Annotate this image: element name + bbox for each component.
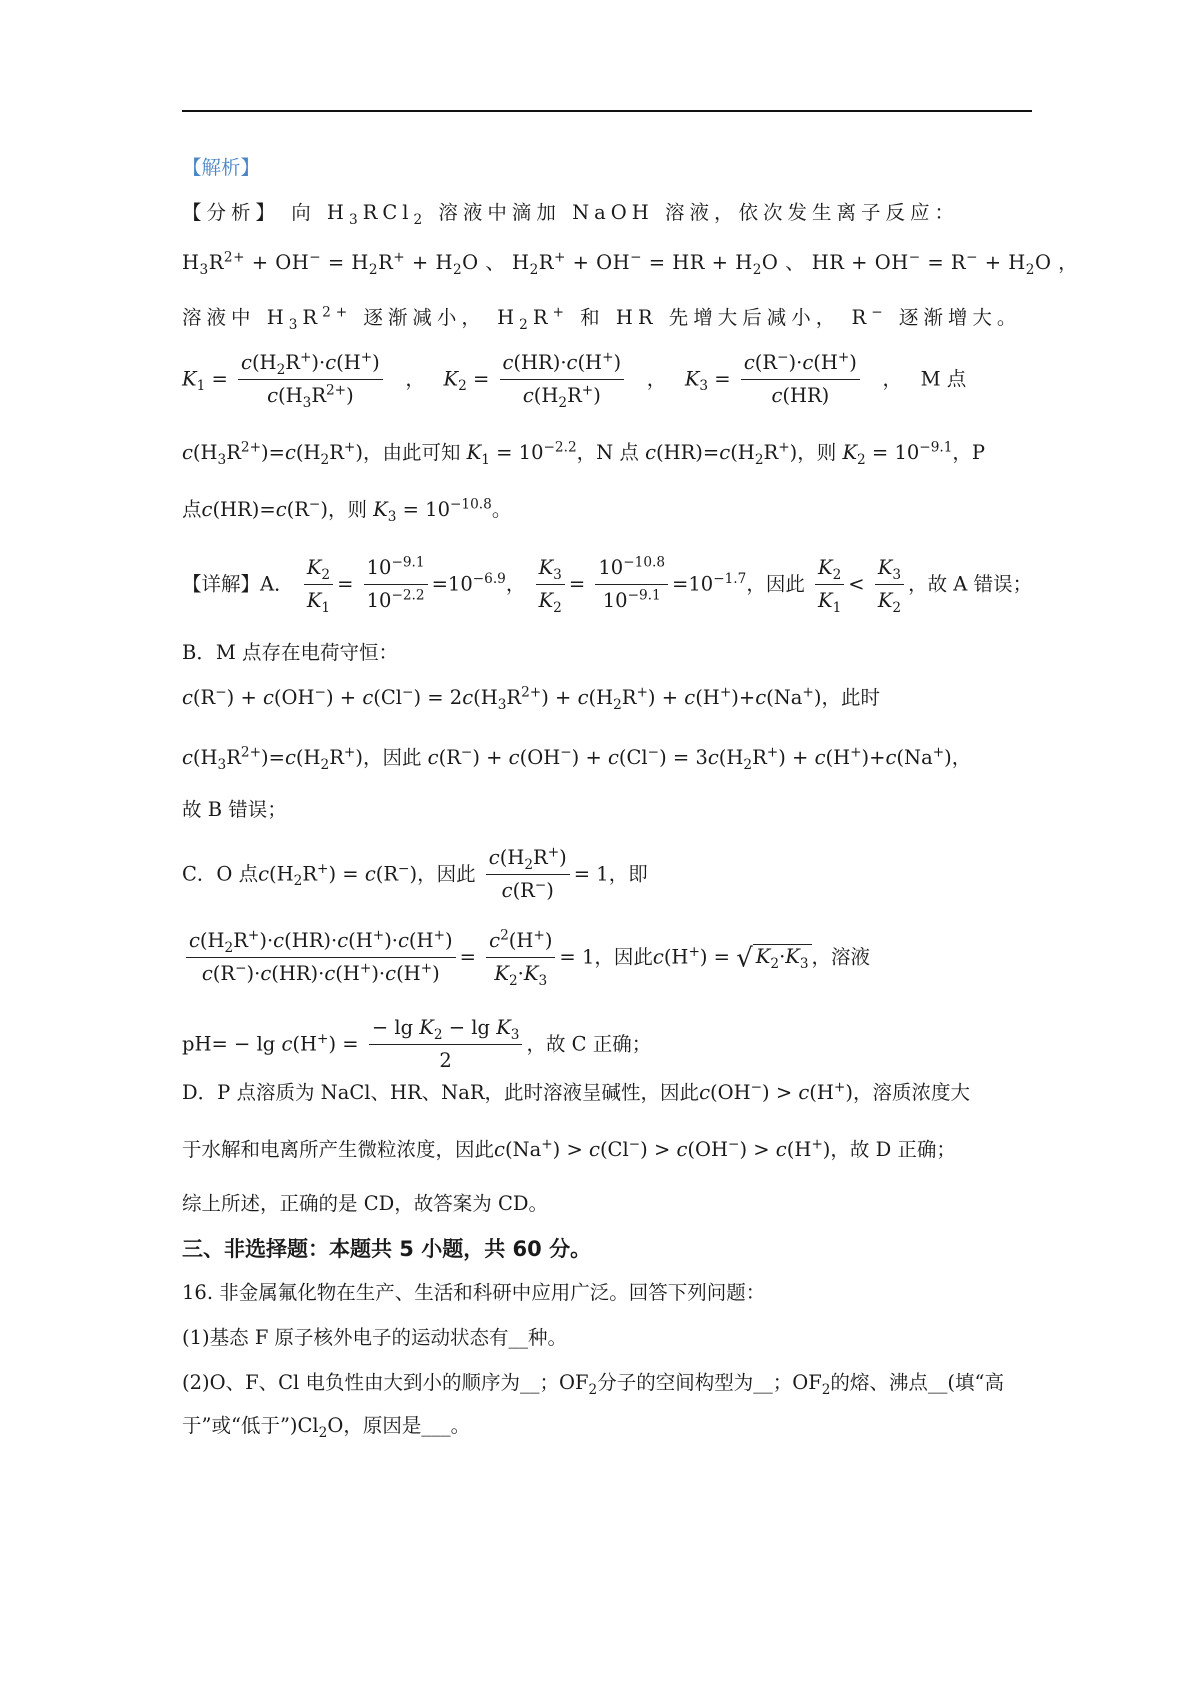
option-b-substitution: $c(H_3R^{2+})=c(H_2R^+)$，因此 $c(R^-) + c(OH^-) + c(Cl^-) = 3c(H_2R^+) + c(H^+)+c(Na^+)$， [182,744,972,773]
k3-derivation: 点c(HR)=c(R−)，则 $K_3 = 10^{-10.8}$。 [182,496,512,525]
summary: 综上所述，正确的是 CD，故答案为 CD。 [182,1192,549,1215]
analysis-header: 【解析】 [182,156,261,179]
analysis-intro: 【分析】 向 $H_3RCl_2$ 溶液中滴加 NaOH 溶液，依次发生离子反应： [182,201,959,228]
option-c-ph: pH= − lg c(H+) = $\frac{- \lg K_2 - \lg K_3}{2}$ ，故 C 正确； [182,1016,652,1073]
equilibrium-constants: $K_1$ = $\frac{c(H_2R^+)\cdot c(H^+)}{c(H_3R^{2+})}$ ， $K_2$ = $\frac{c(HR)\cdot c(H^+)}{c(H_2R^+)}$ ， $K_3$ = $\frac{c(R^-)\cdot c(H^+)}{c(HR)}$ ， M 点 [182,349,967,412]
question-16-part-2-cont: 于”或“低于$”)Cl_2O$，原因是___。 [182,1414,471,1441]
question-16-part-2: (2)O、F、Cl 电负性由大到小的顺序为__；$OF_2$分子的空间构型为__；$OF_2$的熔、沸点__(填“高 [182,1371,1004,1398]
option-d-line-1: D．P 点溶质为 NaCl、HR、NaR，此时溶液呈碱性，因此c(OH−) > c(H+)，溶质浓度大 [182,1079,970,1104]
option-b-label: B．M 点存在电荷守恒： [182,641,398,664]
species-trend: 溶液中 $H_3R^{2+}$ 逐渐减小， $H_2R^+$ 和 HR 先增大后减小， R− 逐渐增大。 [182,304,1022,333]
option-c-ratio: $\frac{c(H_2R^+)\cdot c(HR)\cdot c(H^+)\cdot c(H^+)}{c(R^-)\cdot c(HR)\cdot c(H^+)\cdot c(H^+)}$ = $\frac{c^2(H^+)}{K_2\cdot K_3}$ = 1，因此c(H+) = √ $K_2\cdot K_3$ ，溶液 [182,928,870,988]
option-a: 【详解】A． $\frac{K_2}{K_1}$ = $\frac{10^{-9.1}}{10^{-2.2}}$ $=10^{-6.9}$， $\frac{K_3}{K_2}$ = $\frac{10^{-10.8}}{10^{-9.1}}$ $=10^{-1.7}$，因此 $\frac{K_2}{K_1}$ < $\frac{K_3}{K_2}$ ，故 A 错误； [182,554,1033,617]
question-16-stem: 16. 非金属氟化物在生产、生活和科研中应用广泛。回答下列问题： [182,1281,766,1304]
reaction-equations: $H_3R^{2+} + OH^- = H_2R^+ + H_2O$ 、 $H_2R^+ + OH^-$ = HR + $H_2O$ 、 HR + $OH^- = R^- + H_2O$ ， [182,249,1079,278]
option-d-line-2: 于水解和电离所产生微粒浓度，因此c(Na+) > c(Cl−) > c(OH−) > c(H+)，故 D 正确； [182,1136,956,1161]
header-rule [182,110,1032,112]
question-16-part-1: (1)基态 F 原子核外电子的运动状态有__种。 [182,1326,568,1349]
option-b-charge-balance: $c(R^-) + c(OH^-) + c(Cl^-) = 2c(H_3R^{2+}) + c(H_2R^+) + c(H^+)+c(Na^+)$，此时 [182,684,880,713]
option-c-condition: C．O 点$c(H_2R^+) = c(R^-)$，因此 $\frac{c(H_2R^+)}{c(R^-)}$ = 1，即 [182,844,648,903]
option-b-conclusion: 故 B 错误； [182,798,287,821]
section-heading: 三、非选择题：本题共 5 小题，共 60 分。 [182,1237,592,1261]
k1-k2-derivation: $c(H_3R^{2+})=c(H_2R^+)$，由此可知 $K_1 = 10^{-2.2}$，N 点 $c(HR)=c(H_2R^+)$，则 $K_2 = 10^{-9.1}$，P [182,439,986,468]
